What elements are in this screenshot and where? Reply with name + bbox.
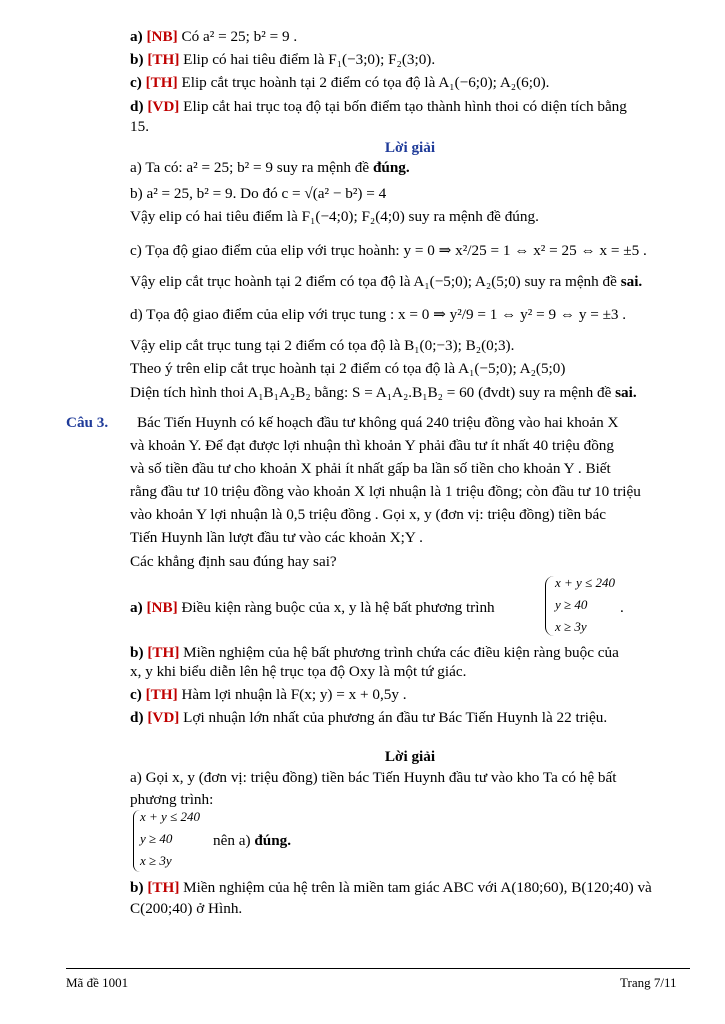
sys2-line-1: x + y ≤ 240 <box>140 809 200 824</box>
sol1-line-d3: Theo ý trên elip cắt trục hoành tại 2 điểm có tọa độ là A₁(−5;0); A₂(5;0) <box>130 360 566 377</box>
q3-item-a: a) [NB] Điều kiện ràng buộc của x, y là hệ bất phương trình <box>130 599 495 616</box>
sys1-period: . <box>620 599 624 616</box>
sol1-line-d: d) Tọa độ giao điểm của elip với trục tung : x = 0 ⇒ y²/9 = 1 ⇔ y² = 9 ⇔ y = ±3 . <box>130 306 627 323</box>
q3-item-b: b) [TH] Miền nghiệm của hệ bất phương trình chứa các điều kiện ràng buộc của <box>130 644 619 661</box>
sol1-line-d4: Diện tích hình thoi A₁B₁A₂B₂ bằng: S = A₁A₂.B₁B₂ = 60 (đvdt) suy ra mệnh đề sai. <box>130 384 637 401</box>
sol1-line-a: a) Ta có: a² = 25; b² = 9 suy ra mệnh đề đúng. <box>130 159 410 176</box>
sol3-conclusion: nên a) đúng. <box>213 832 292 849</box>
footer-exam-code: Mã đề 1001 <box>66 975 129 990</box>
q3-para-2: và khoản Y. Để đạt được lợi nhuận thì khoản Y phải đầu tư ít nhất 40 triệu đồng <box>130 437 614 454</box>
sol1-line-c2: Vậy elip cắt trục hoành tại 2 điểm có tọa độ là A₁(−5;0); A₂(5;0) suy ra mệnh đề sai. <box>130 273 643 290</box>
system-brace-1 <box>545 576 554 636</box>
item-a: a) [NB] Có a² = 25; b² = 9 . <box>130 28 298 45</box>
footer-page-number: Trang 7/11 <box>620 975 677 990</box>
item-c: c) [TH] Elip cắt trục hoành tại 2 điểm có tọa độ là A₁(−6;0); A₂(6;0). <box>130 74 550 91</box>
sys1-line-1: x + y ≤ 240 <box>555 575 615 590</box>
sol3-item-b: b) [TH] Miền nghiệm của hệ trên là miền tam giác ABC với A(180;60), B(120;40) và <box>130 879 652 896</box>
sol3-line-1: a) Gọi x, y (đơn vị: triệu đồng) tiền bác Tiến Huynh đầu tư vào kho Ta có hệ bất <box>130 769 617 786</box>
q3-item-d: d) [VD] Lợi nhuận lớn nhất của phương án đầu tư Bác Tiến Huynh là 22 triệu. <box>130 709 608 726</box>
item-b: b) [TH] Elip có hai tiêu điểm là F₁(−3;0); F₂(3;0). <box>130 51 436 68</box>
q3-para-4: rằng đầu tư 10 triệu đồng vào khoản X lợi nhuận là 1 triệu đồng; còn đầu tư 10 triệu <box>130 483 641 500</box>
sys1-line-2: y ≥ 40 <box>555 597 588 612</box>
q3-para-5: vào khoản Y lợi nhuận là 0,5 triệu đồng . Gọi x, y (đơn vị: triệu đồng) tiền bác <box>130 506 606 523</box>
sys1-line-3: x ≥ 3y <box>555 619 587 634</box>
solution-heading-1: Lời giải <box>384 139 436 156</box>
q3-item-b-cont: x, y khi biểu diễn lên hệ trục tọa độ Oxy là một tứ giác. <box>130 663 467 680</box>
q3-para-3: và số tiền đầu tư cho khoản X phải ít nhất gấp ba lần số tiền cho khoản Y . Biết <box>130 460 611 477</box>
sol3-item-b-cont: C(200;40) ở Hình. <box>130 900 243 917</box>
question-label: Câu 3. <box>66 414 109 431</box>
solution-heading-3: Lời giải <box>384 748 436 765</box>
system-brace-2 <box>133 810 140 872</box>
sol1-line-c: c) Tọa độ giao điểm của elip với trục hoành: y = 0 ⇒ x²/25 = 1 ⇔ x² = 25 ⇔ x = ±5 . <box>130 242 647 259</box>
sys2-line-2: y ≥ 40 <box>140 831 173 846</box>
item-d-cont: 15. <box>130 118 149 135</box>
q3-para-6: Tiến Huynh lần lượt đầu tư vào các khoản X;Y . <box>130 529 423 546</box>
q3-item-c: c) [TH] Hàm lợi nhuận là F(x; y) = x + 0,5y . <box>130 686 407 703</box>
sol3-line-2: phương trình: <box>130 791 214 808</box>
sol1-line-b2: Vậy elip có hai tiêu điểm là F₁(−4;0); F₂(4;0) suy ra mệnh đề đúng. <box>130 208 539 225</box>
item-d: d) [VD] Elip cắt hai trục toạ độ tại bốn điểm tạo thành hình thoi có diện tích bằng <box>130 98 627 115</box>
sys2-line-3: x ≥ 3y <box>140 853 172 868</box>
sol1-line-d2: Vậy elip cắt trục tung tại 2 điểm có tọa độ là B₁(0;−3); B₂(0;3). <box>130 337 515 354</box>
sol1-line-b: b) a² = 25, b² = 9. Do đó c = √(a² − b²) = 4 <box>130 185 387 202</box>
q3-para-1: Bác Tiến Huynh có kế hoạch đầu tư không quá 240 triệu đồng vào hai khoản X <box>137 414 619 431</box>
q3-para-7: Các khẳng định sau đúng hay sai? <box>130 553 337 570</box>
footer-divider <box>66 968 690 969</box>
